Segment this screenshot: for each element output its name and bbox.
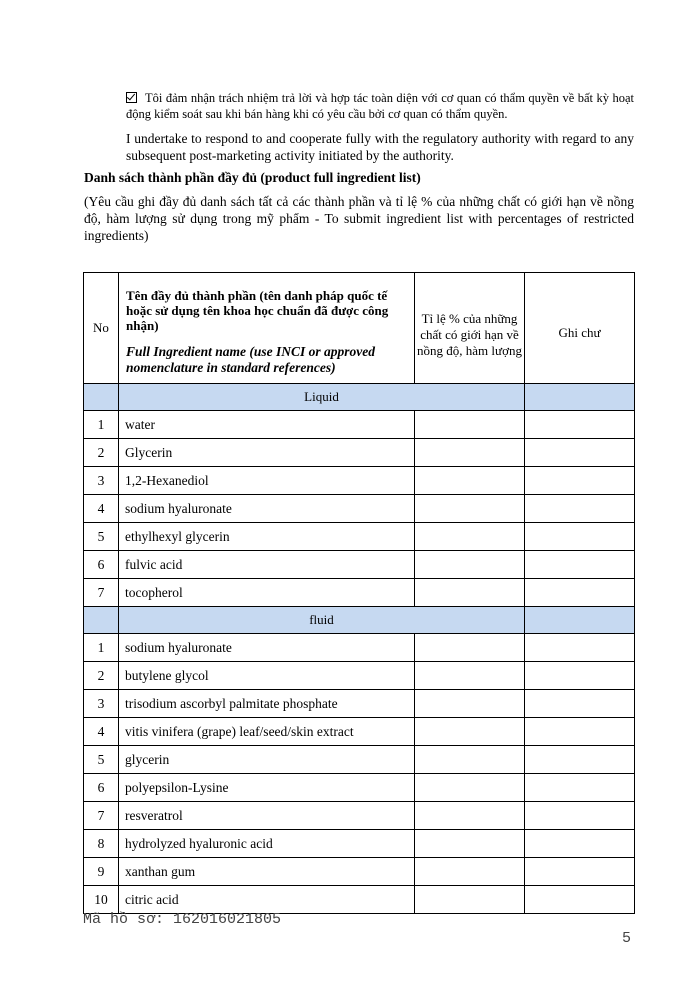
ingredient-name: tocopherol (119, 579, 415, 607)
ingredient-name: vitis vinifera (grape) leaf/seed/skin extract (119, 718, 415, 746)
ingredient-no: 10 (84, 886, 119, 914)
ingredient-note-cell (525, 495, 635, 523)
ingredient-note-cell (525, 579, 635, 607)
group-row (84, 607, 635, 634)
ingredient-no: 3 (84, 690, 119, 718)
ingredient-note-cell (525, 746, 635, 774)
ingredient-note-cell (525, 523, 635, 551)
ingredient-percent-cell (415, 718, 525, 746)
header-name (119, 273, 415, 384)
ingredient-note-cell (525, 634, 635, 662)
ingredient-note-cell (525, 802, 635, 830)
ingredient-no: 7 (84, 802, 119, 830)
ingredient-percent-cell (415, 746, 525, 774)
ingredient-table (83, 272, 635, 914)
ingredient-no: 1 (84, 634, 119, 662)
ingredient-no: 3 (84, 467, 119, 495)
ingredient-percent-cell (415, 467, 525, 495)
ingredient-name: sodium hyaluronate (119, 634, 415, 662)
ingredient-note-cell (525, 774, 635, 802)
ingredient-percent-cell (415, 690, 525, 718)
ingredient-no: 4 (84, 718, 119, 746)
ingredient-percent-cell (415, 802, 525, 830)
ingredient-percent-cell (415, 858, 525, 886)
ingredient-percent-cell (415, 662, 525, 690)
ingredient-table-body (84, 273, 635, 914)
table-header-row (84, 273, 635, 384)
table-row (84, 662, 635, 690)
group-note-cell (525, 607, 635, 634)
ingredient-note-cell (525, 551, 635, 579)
ingredient-percent-cell (415, 830, 525, 858)
group-label: fluid (119, 607, 525, 634)
page-number: 5 (622, 930, 632, 947)
table-row (84, 858, 635, 886)
group-note-cell (525, 384, 635, 411)
ingredient-percent-cell (415, 495, 525, 523)
ingredient-percent-cell (415, 523, 525, 551)
table-row (84, 774, 635, 802)
ingredient-no: 7 (84, 579, 119, 607)
table-row (84, 439, 635, 467)
ingredient-name: hydrolyzed hyaluronic acid (119, 830, 415, 858)
ingredient-no: 6 (84, 774, 119, 802)
header-percent: Tỉ lệ % của những chất có giới hạn về nồng độ, hàm lượng (415, 273, 525, 384)
ingredient-no: 9 (84, 858, 119, 886)
table-row (84, 634, 635, 662)
ingredient-percent-cell (415, 411, 525, 439)
dossier-code: Mã hồ sơ: 162016021805 (83, 911, 282, 928)
ingredient-no: 5 (84, 523, 119, 551)
table-row (84, 746, 635, 774)
ingredient-percent-cell (415, 551, 525, 579)
ingredient-no: 6 (84, 551, 119, 579)
ingredient-percent-cell (415, 439, 525, 467)
table-row (84, 523, 635, 551)
ingredient-name: glycerin (119, 746, 415, 774)
ingredient-note-cell (525, 858, 635, 886)
ingredient-name: xanthan gum (119, 858, 415, 886)
group-no-cell (84, 384, 119, 411)
ingredient-name: resveratrol (119, 802, 415, 830)
table-row (84, 411, 635, 439)
group-no-cell (84, 607, 119, 634)
table-row (84, 690, 635, 718)
ingredient-note-cell (525, 439, 635, 467)
ingredient-no: 5 (84, 746, 119, 774)
ingredient-no: 2 (84, 439, 119, 467)
ingredient-name: trisodium ascorbyl palmitate phosphate (119, 690, 415, 718)
ingredient-note-cell (525, 830, 635, 858)
table-row (84, 495, 635, 523)
checked-checkbox-icon[interactable] (126, 92, 137, 103)
ingredient-percent-cell (415, 579, 525, 607)
ingredient-no: 1 (84, 411, 119, 439)
ingredient-no: 2 (84, 662, 119, 690)
group-row (84, 384, 635, 411)
section-title (84, 169, 644, 186)
ingredient-name: polyepsilon-Lysine (119, 774, 415, 802)
ingredient-name: 1,2-Hexanediol (119, 467, 415, 495)
table-row (84, 579, 635, 607)
ingredient-note-cell (525, 662, 635, 690)
commitment-vi (126, 90, 634, 122)
group-label: Liquid (119, 384, 525, 411)
section-title-vi: Danh sách thành phần đầy đủ (84, 170, 257, 185)
table-row (84, 467, 635, 495)
table-row (84, 802, 635, 830)
ingredient-name: sodium hyaluronate (119, 495, 415, 523)
commitment-vi-text: Tôi đảm nhận trách nhiệm trả lời và hợp tác toàn diện với cơ quan có thẩm quyền về bất kỳ hoạt động kiểm soát sau khi bán hàng khi có yêu cầu bởi cơ quan có thẩm quyền. (126, 91, 634, 121)
header-name-en: Full Ingredient name (use INCI or approved nomenclature in standard references) (126, 344, 376, 375)
commitment-en: I undertake to respond to and cooperate fully with the regulatory authority with regard to any subsequent post-marketing activity initiated by the authority. (126, 131, 634, 163)
table-row (84, 551, 635, 579)
ingredient-percent-cell (415, 886, 525, 914)
ingredient-percent-cell (415, 774, 525, 802)
header-note: Ghi chư (525, 273, 635, 384)
table-row (84, 830, 635, 858)
ingredient-name: ethylhexyl glycerin (119, 523, 415, 551)
ingredient-note-cell (525, 886, 635, 914)
ingredient-note-cell (525, 411, 635, 439)
section-title-en: (product full ingredient list) (260, 170, 421, 185)
ingredient-name: water (119, 411, 415, 439)
ingredient-note-cell (525, 690, 635, 718)
ingredient-percent-cell (415, 634, 525, 662)
ingredient-no: 4 (84, 495, 119, 523)
ingredient-note-cell (525, 467, 635, 495)
section-note: (Yêu cầu ghi đầy đủ danh sách tất cả các thành phần và tỉ lệ % của những chất có giới hạn về nồng độ, hàm lượng sử dụng trong mỹ phẩm - To submit ingredient list with percentages of restricted ingredients) (84, 194, 634, 243)
ingredient-no: 8 (84, 830, 119, 858)
ingredient-note-cell (525, 718, 635, 746)
ingredient-name: fulvic acid (119, 551, 415, 579)
ingredient-name: citric acid (119, 886, 415, 914)
header-no: No (84, 273, 119, 384)
header-name-vi: Tên đầy đủ thành phần (tên danh pháp quốc tế hoặc sử dụng tên khoa học chuẩn đã được công nhận) (126, 288, 389, 333)
ingredient-name: Glycerin (119, 439, 415, 467)
table-row (84, 718, 635, 746)
table-row (84, 886, 635, 914)
ingredient-name: butylene glycol (119, 662, 415, 690)
